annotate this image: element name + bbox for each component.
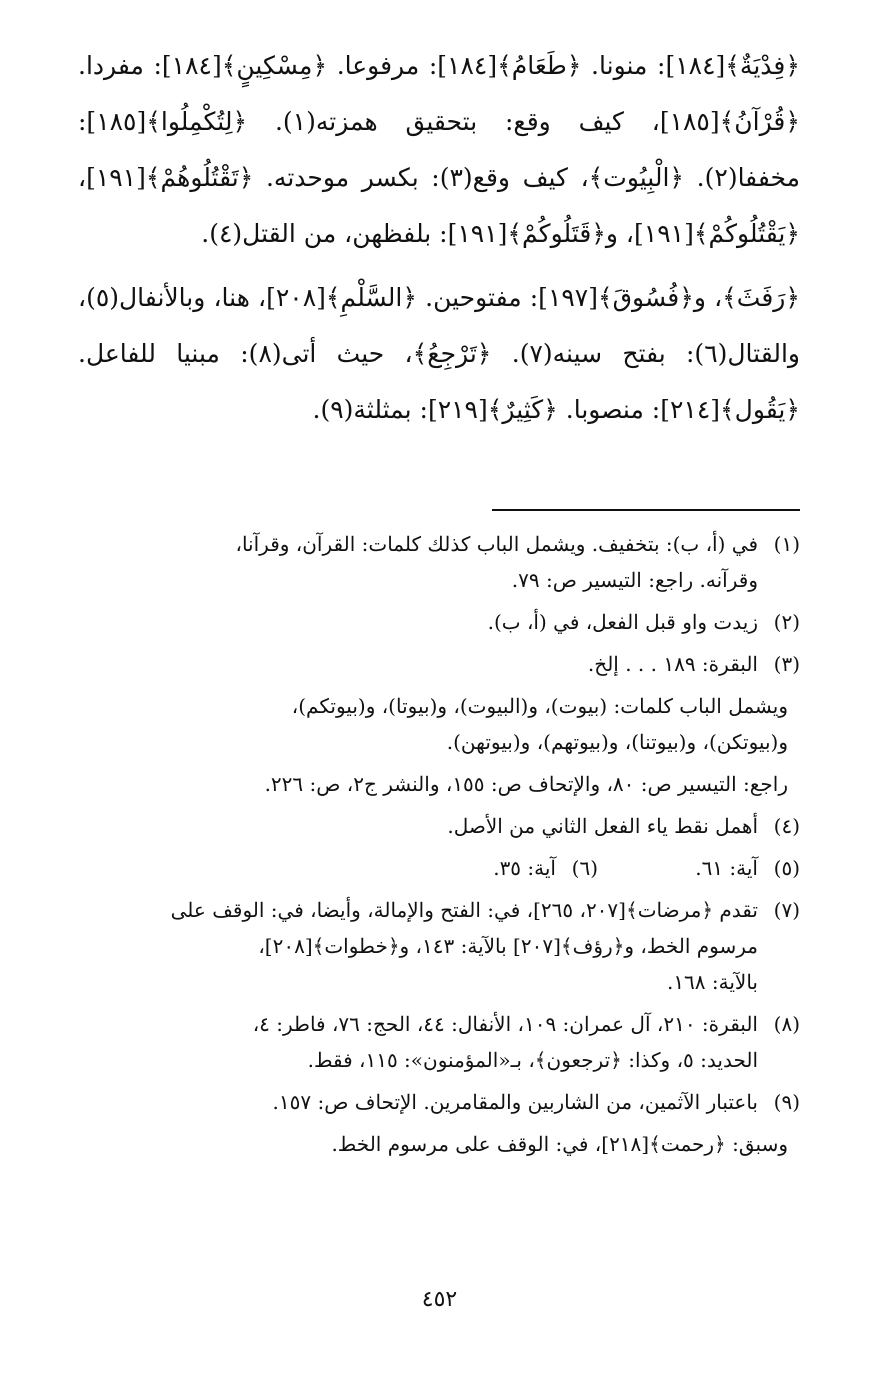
footnote-text: آية: ٦١. (695, 856, 758, 880)
footnotes-5-6 (78, 850, 800, 886)
main-text (78, 38, 800, 438)
line: مبنيا للفاعل. ﴿يَقُول﴾[٢١٤]: منصوبا. ﴿كَثِيرٌ﴾[٢١٩]: بمثلثة(٩). (78, 339, 800, 424)
footnote-2 (78, 604, 800, 640)
footnote-number: (٧) (773, 898, 800, 922)
footnote-text: البقرة: ١٨٩ . . . إلخ. (587, 652, 758, 676)
line: ﴿رَفَثَ﴾، و﴿فُسُوقَ﴾[١٩٧]: مفتوحين. ﴿السَّلْمِ﴾[٢٠٨]، هنا، (213, 283, 801, 312)
footnote-line: مرسوم الخط، و﴿رؤف﴾[٢٠٧] بالآية: ١٤٣، و﴿خطوات﴾[٢٠٨]، (258, 934, 758, 958)
footnote-number: (١) (773, 532, 800, 556)
footnote-3 (78, 646, 800, 682)
footnote-number: (٨) (773, 1012, 800, 1036)
footnote-number: (٤) (773, 814, 800, 838)
footnote-8 (78, 1006, 800, 1078)
footnote-text: زيدت واو قبل الفعل، في (أ، ب). (487, 610, 758, 634)
footnote-line: في (أ، ب): بتخفيف. ويشمل الباب كذلك كلمات: القرآن، وقرآنا، (235, 532, 758, 556)
line: مفردا. ﴿قُرْآنُ﴾[١٨٥]، كيف وقع: بتحقيق همزته(١). (78, 51, 800, 136)
line: ﴿لِتُكْمِلُوا﴾[١٨٥]: مخففا(٢). ﴿الْبِيُوت﴾، كيف وقع(٣): بكسر (78, 107, 801, 192)
footnote-3-reference (78, 766, 800, 802)
paragraph-2 (78, 270, 800, 438)
footnote-9 (78, 1084, 800, 1120)
footnote-line: ويشمل الباب كلمات: (بيوت)، و(البيوت)، و(بيوتا)، و(بيوتكم)، (291, 694, 788, 718)
footnote-line: و(بيوتكن)، و(بيوتنا)، و(بيوتهم)، و(بيوتهن). (446, 730, 788, 754)
footnote-7 (78, 892, 800, 1000)
footnote-divider (492, 509, 800, 511)
footnote-text: آية: ٣٥. (493, 856, 556, 880)
paragraph-1 (78, 38, 800, 262)
line: موحدته. ﴿تَقْتُلُوهُمْ﴾[١٩١]، ﴿يَقْتُلُوكُمْ﴾[١٩١]، و﴿قَتَلُوكُمْ﴾[١٩١]: (78, 163, 800, 248)
footnote-1 (78, 526, 800, 598)
footnote-3-continuation (78, 688, 800, 760)
line: وبالأنفال(٥)، والقتال(٦): بفتح سينه(٧). ﴿تَرْجِعُ﴾، حيث أتى(٨): (78, 283, 800, 368)
line: بلفظهن، من القتل(٤). (201, 219, 432, 248)
footnote-4 (78, 808, 800, 844)
footnote-text: أهمل نقط ياء الفعل الثاني من الأصل. (447, 814, 758, 838)
footnote-text (78, 526, 758, 598)
footnote-line: الحديد: ٥، وكذا: ﴿ترجعون﴾، بـ«المؤمنون»: ١١٥، فقط. (307, 1048, 758, 1072)
footnote-line: وقرآنه. راجع: التيسير ص: ٧٩. (511, 568, 758, 592)
footnote-9-continuation (78, 1126, 800, 1162)
footnotes (78, 526, 800, 1168)
footnote-number: (٥) (773, 856, 800, 880)
line: ﴿فِدْيَةٌ﴾[١٨٤]: منونا. ﴿طَعَامُ﴾[١٨٤]: مرفوعا. ﴿مِسْكِينٍ﴾[١٨٤]: (153, 51, 801, 80)
footnote-line: وسبق: ﴿رحمت﴾[٢١٨]، في: الوقف على مرسوم الخط. (331, 1132, 788, 1156)
footnote-line: بالآية: ١٦٨. (666, 970, 758, 994)
footnote-line: البقرة: ٢١٠، آل عمران: ١٠٩، الأنفال: ٤٤، الحج: ٧٦، فاطر: ٤، (252, 1012, 758, 1036)
footnote-text (78, 892, 758, 1000)
footnote-text (78, 1006, 758, 1078)
footnote-number: (٣) (773, 652, 800, 676)
footnote-line: تقدم ﴿مرضات﴾[٢٠٧، ٢٦٥]، في: الفتح والإمالة، وأيضا، في: الوقف على (170, 898, 758, 922)
page-number: ٤٥٢ (421, 1287, 458, 1312)
footnote-number: (٩) (773, 1090, 800, 1114)
footnote-number: (٢) (773, 610, 800, 634)
footnote-line: راجع: التيسير ص: ٨٠، والإتحاف ص: ١٥٥، والنشر ج٢، ص: ٢٢٦. (264, 772, 788, 796)
footnote-text: باعتبار الآثمين، من الشاربين والمقامرين. الإتحاف ص: ١٥٧. (272, 1090, 758, 1114)
footnote-number: (٦) (571, 856, 598, 880)
